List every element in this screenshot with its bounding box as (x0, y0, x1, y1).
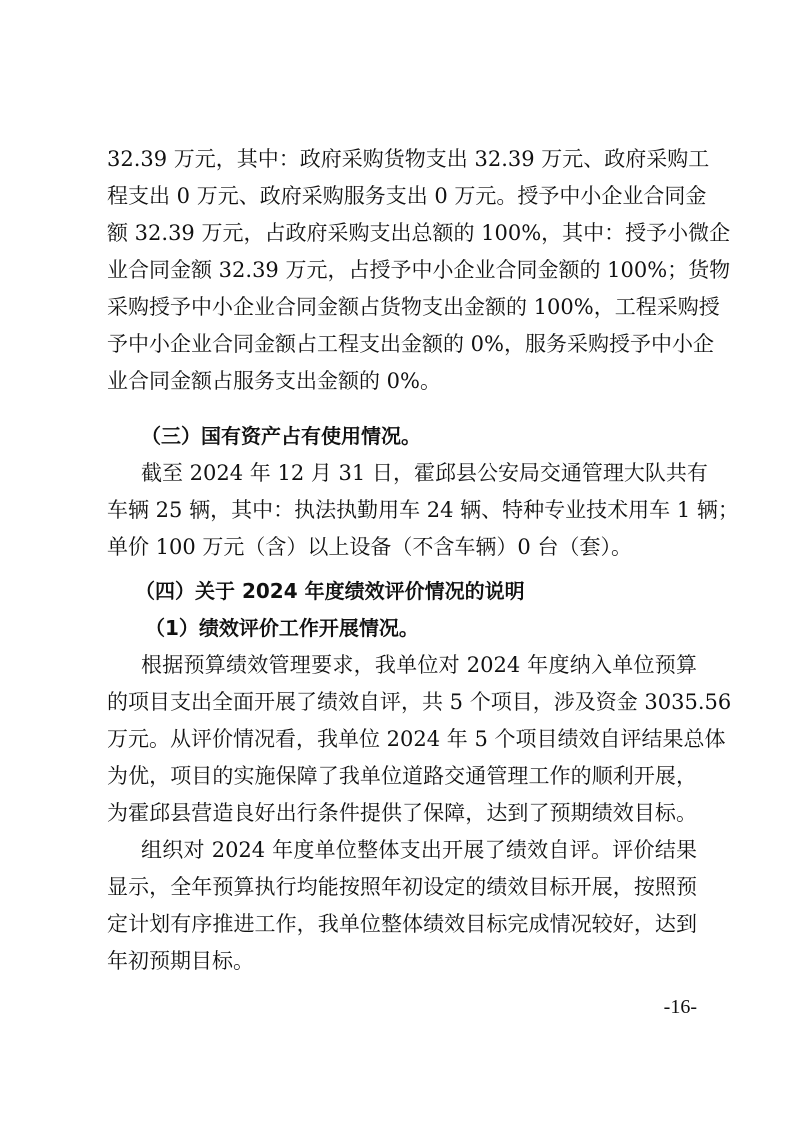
paragraph-project-evaluation (107, 647, 732, 832)
text-line: 组织对 2024 年度单位整体支出开展了绩效自评。评价结果 (141, 838, 697, 862)
text-line: 予中小企业合同金额占工程支出金额的 0%，服务采购授予中小企 (107, 332, 714, 356)
paragraph-overall-evaluation (107, 832, 697, 980)
text-line: 额 32.39 万元，占政府采购支出总额的 100%，其中：授予小微企 (107, 221, 731, 245)
text-line: 车辆 25 辆，其中：执法执勤用车 24 辆、特种专业技术用车 1 辆； (107, 498, 739, 522)
text-line: 根据预算绩效管理要求，我单位对 2024 年度纳入单位预算 (141, 653, 697, 677)
text-line: 采购授予中小企业合同金额占货物支出金额的 100%，工程采购授 (107, 295, 720, 319)
paragraph-procurement (107, 141, 731, 400)
text-line: 的项目支出全面开展了绩效自评，共 5 个项目，涉及资金 3035.56 (107, 690, 732, 714)
text-line: 业合同金额占服务支出金额的 0%。 (107, 369, 441, 393)
text-line: 截至 2024 年 12 月 31 日，霍邱县公安局交通管理大队共有 (141, 461, 708, 485)
text-line: 定计划有序推进工作，我单位整体绩效目标完成情况较好，达到 (107, 912, 697, 936)
text-line: 万元。从评价情况看，我单位 2024 年 5 个项目绩效自评结果总体 (107, 727, 726, 751)
text-line: 单价 100 万元（含）以上设备（不含车辆）0 台（套）。 (107, 535, 632, 559)
section-heading-performance: （四）关于 2024 年度绩效评价情况的说明 (135, 579, 525, 603)
page-number: -16- (663, 996, 697, 1018)
paragraph-assets (107, 455, 739, 566)
text-line: 32.39 万元，其中：政府采购货物支出 32.39 万元、政府采购工 (107, 147, 710, 171)
text-line: 为优，项目的实施保障了我单位道路交通管理工作的顺利开展， (107, 764, 697, 788)
text-line: 程支出 0 万元、政府采购服务支出 0 万元。授予中小企业合同金 (107, 184, 707, 208)
text-line: 年初预期目标。 (107, 949, 254, 973)
document-body (107, 141, 739, 980)
subheading-evaluation: （1）绩效评价工作开展情况。 (145, 616, 419, 640)
text-line: 为霍邱县营造良好出行条件提供了保障，达到了预期绩效目标。 (107, 801, 697, 825)
text-line: 业合同金额 32.39 万元，占授予中小企业合同金额的 100%；货物 (107, 258, 731, 282)
text-line: 显示，全年预算执行均能按照年初设定的绩效目标开展，按照预 (107, 875, 697, 899)
section-heading-assets: （三）国有资产占有使用情况。 (141, 424, 421, 448)
